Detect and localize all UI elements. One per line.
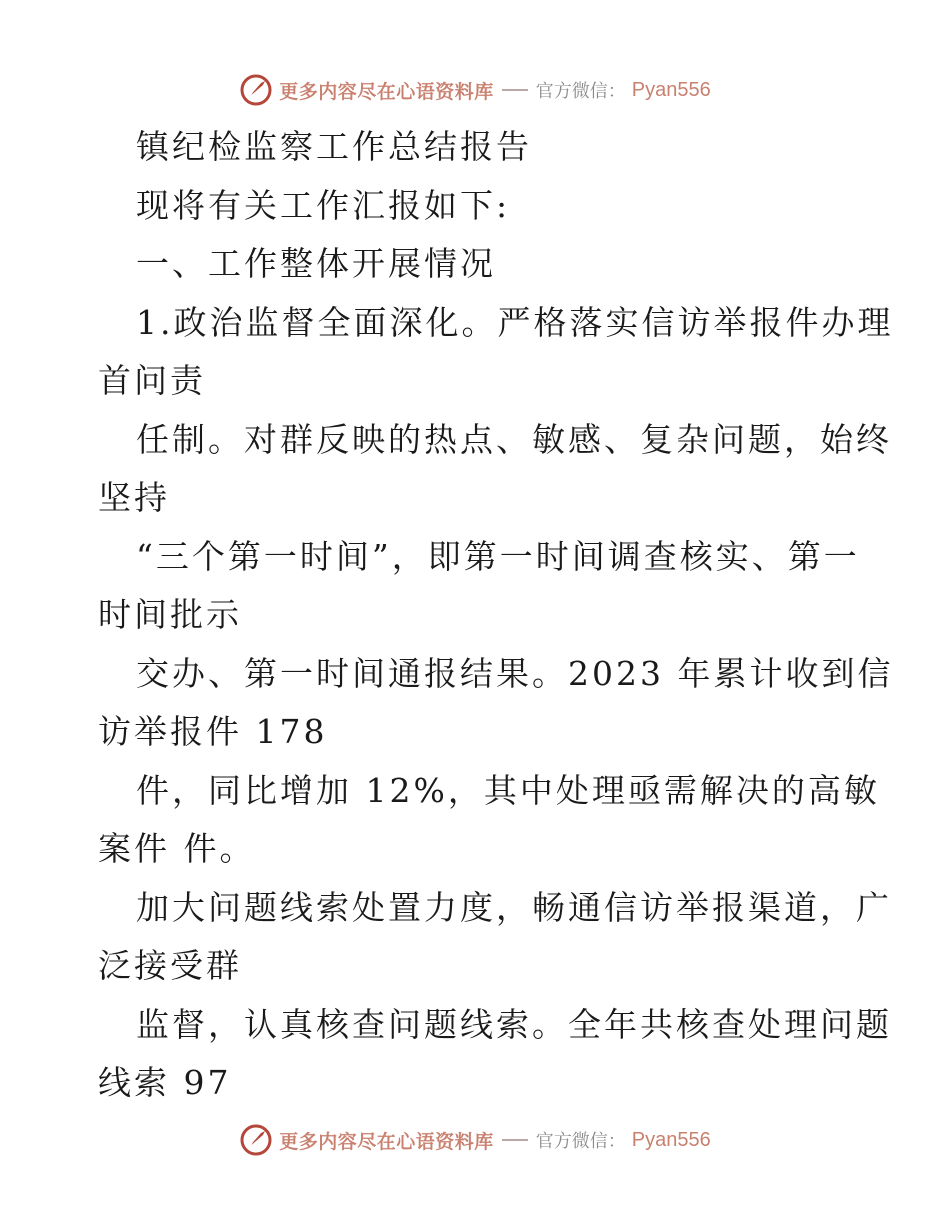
doc-line: 一、工作整体开展情况: [136, 244, 496, 283]
doc-line: 案件 件。: [98, 829, 256, 868]
doc-line: 坚持: [98, 478, 170, 517]
contact-id: Pyan556: [631, 1128, 711, 1151]
doc-line: 泛接受群: [98, 946, 242, 985]
doc-line: 时间批示: [98, 595, 242, 634]
banner-divider: [502, 89, 528, 91]
quill-logo-icon: [239, 73, 273, 107]
footer-banner: [0, 1120, 950, 1160]
brand-text: 更多内容尽在心语资料库: [279, 80, 494, 103]
doc-line: 任制。对群反映的热点、敏感、复杂问题，始终: [136, 419, 892, 459]
banner-divider: [502, 1139, 528, 1141]
quill-logo-icon: [239, 1123, 273, 1157]
doc-line: 首问责: [98, 361, 206, 400]
header-banner: [0, 70, 950, 110]
contact-label: 官方微信：: [535, 81, 626, 102]
doc-line: 镇纪检监察工作总结报告: [136, 127, 532, 166]
doc-line: 监督，认真核查问题线索。全年共核查处理问题: [136, 1004, 892, 1044]
contact-id: Pyan556: [631, 78, 711, 101]
brand-text: 更多内容尽在心语资料库: [279, 1130, 494, 1153]
doc-line: 加大问题线索处置力度，畅通信访举报渠道，广: [136, 887, 892, 927]
document-body: [98, 118, 894, 1113]
doc-line: 现将有关工作汇报如下:: [136, 185, 511, 225]
doc-line: 线索 97: [98, 1063, 232, 1102]
doc-line: 件，同比增加 12%，其中处理亟需解决的高敏: [136, 770, 880, 810]
doc-line: 访举报件 178: [98, 712, 328, 751]
doc-line: 1.政治监督全面深化。严格落实信访举报件办理: [136, 302, 894, 342]
contact-label: 官方微信：: [535, 1131, 626, 1152]
doc-line: “三个第一时间”，即第一时间调查核实、第一: [136, 536, 860, 576]
doc-line: 交办、第一时间通报结果。2023 年累计收到信: [136, 653, 894, 693]
